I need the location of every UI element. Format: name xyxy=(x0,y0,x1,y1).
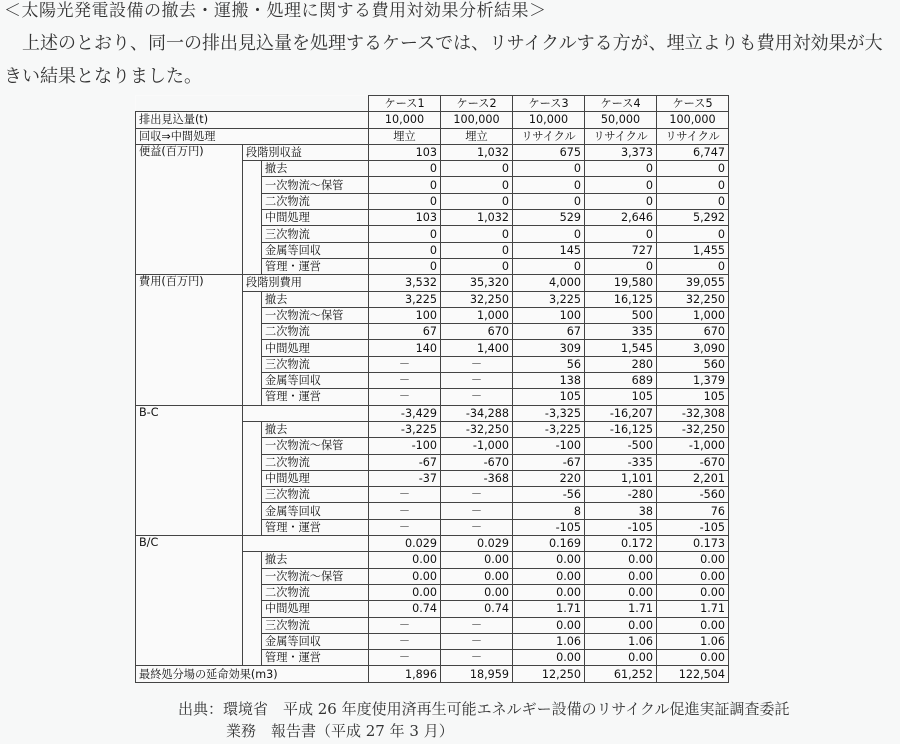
cell-value: -34,288 xyxy=(441,405,513,421)
cell-value: 105 xyxy=(513,389,585,405)
intro-text: 上述のとおり、同一の排出見込量を処理するケースでは、リサイクルする方が、埋立よりも費用対効果が大きい結果となりました。 xyxy=(4,33,883,87)
table-row xyxy=(136,536,729,552)
indent-cell xyxy=(243,552,262,666)
indent-cell xyxy=(243,161,262,275)
row-label: 撤去 xyxy=(262,291,369,307)
cell-value: 1.06 xyxy=(513,633,585,649)
cell-value: 0.00 xyxy=(369,584,441,600)
cell-value: 100,000 xyxy=(441,112,513,128)
table-row xyxy=(136,96,729,112)
cell-value: 103 xyxy=(369,210,441,226)
cell-value: － xyxy=(441,356,513,372)
cell-value: -105 xyxy=(513,519,585,535)
cell-value: 0.00 xyxy=(585,617,657,633)
cell-value: 0.172 xyxy=(585,536,657,552)
section-label-benefit: 便益(百万円) xyxy=(136,144,243,274)
cell-value: 0 xyxy=(441,177,513,193)
cell-value: -37 xyxy=(369,470,441,486)
cell-value: 67 xyxy=(513,324,585,340)
cell-value: 145 xyxy=(513,242,585,258)
cell-value: -105 xyxy=(585,519,657,535)
cell-value: － xyxy=(369,487,441,503)
cell-value: 0.74 xyxy=(369,601,441,617)
cell-value: － xyxy=(369,356,441,372)
row-label: 中間処理 xyxy=(262,210,369,226)
row-label: 撤去 xyxy=(262,552,369,568)
cell-value: 1,400 xyxy=(441,340,513,356)
cell-value: 1,000 xyxy=(441,307,513,323)
section-label-bc_ratio: B/C xyxy=(136,536,243,666)
cell-value: 0.00 xyxy=(441,552,513,568)
row-label-total xyxy=(243,536,369,552)
cell-value: 0 xyxy=(441,226,513,242)
cell-value: 309 xyxy=(513,340,585,356)
cell-value: 35,320 xyxy=(441,275,513,291)
cell-value: 0 xyxy=(513,177,585,193)
cell-value: 220 xyxy=(513,470,585,486)
cell-value: 0.169 xyxy=(513,536,585,552)
section-label-cost: 費用(百万円) xyxy=(136,275,243,405)
cell-value: -16,207 xyxy=(585,405,657,421)
cell-value: 560 xyxy=(657,356,729,372)
cell-value: -67 xyxy=(369,454,441,470)
cell-value: 0.00 xyxy=(585,568,657,584)
cell-value: 32,250 xyxy=(441,291,513,307)
cell-value: 10,000 xyxy=(513,112,585,128)
table-row xyxy=(136,128,729,144)
cell-value: 0 xyxy=(585,193,657,209)
cell-value: 0.00 xyxy=(513,584,585,600)
intro-paragraph xyxy=(4,27,884,93)
cost-benefit-table xyxy=(135,95,729,683)
table-row xyxy=(136,405,729,421)
cell-value: 16,125 xyxy=(585,291,657,307)
table-row xyxy=(136,144,729,160)
cell-value: 1,545 xyxy=(585,340,657,356)
cell-value: 3,373 xyxy=(585,144,657,160)
cell-value: 10,000 xyxy=(369,112,441,128)
cell-value: 0 xyxy=(657,193,729,209)
cell-value: － xyxy=(441,519,513,535)
cell-value: － xyxy=(369,650,441,666)
cell-value: 529 xyxy=(513,210,585,226)
cell-value: 0.00 xyxy=(441,584,513,600)
cell-value: リサイクル xyxy=(585,128,657,144)
section-label-bc_diff: B-C xyxy=(136,405,243,535)
cell-value: － xyxy=(441,650,513,666)
case-header: ケース3 xyxy=(513,96,585,112)
cell-value: 39,055 xyxy=(657,275,729,291)
cell-value: -100 xyxy=(513,438,585,454)
cell-value: 0.00 xyxy=(441,568,513,584)
cell-value: 67 xyxy=(369,324,441,340)
cell-value: 103 xyxy=(369,144,441,160)
cell-value: 0 xyxy=(657,226,729,242)
cell-value: -32,250 xyxy=(441,421,513,437)
cell-value: 19,580 xyxy=(585,275,657,291)
cell-value: 1,896 xyxy=(369,666,441,682)
row-label: 管理・運営 xyxy=(262,650,369,666)
page-heading: ＜太陽光発電設備の撤去・運搬・処理に関する費用対効果分析結果＞ xyxy=(4,1,547,21)
cell-value: 280 xyxy=(585,356,657,372)
cell-value: － xyxy=(369,389,441,405)
cell-value: -67 xyxy=(513,454,585,470)
row-label: 三次物流 xyxy=(262,356,369,372)
cell-value: 0 xyxy=(369,177,441,193)
case-header: ケース2 xyxy=(441,96,513,112)
row-label: 金属等回収 xyxy=(262,373,369,389)
cell-value: 0.00 xyxy=(369,568,441,584)
cell-value: 670 xyxy=(657,324,729,340)
table-row xyxy=(136,112,729,128)
cell-value: 0.00 xyxy=(657,617,729,633)
cell-value: 0 xyxy=(369,226,441,242)
cell-value: 12,250 xyxy=(513,666,585,682)
cell-value: -670 xyxy=(657,454,729,470)
cell-value: 0.00 xyxy=(369,552,441,568)
row-label: 一次物流～保管 xyxy=(262,438,369,454)
cell-value: 56 xyxy=(513,356,585,372)
cell-value: 0 xyxy=(657,258,729,274)
cell-value: 0 xyxy=(513,161,585,177)
cell-value: 0.00 xyxy=(657,650,729,666)
row-label: 一次物流～保管 xyxy=(262,568,369,584)
cell-value: 6,747 xyxy=(657,144,729,160)
cell-value: － xyxy=(441,373,513,389)
cell-value: － xyxy=(369,633,441,649)
cell-value: 1.71 xyxy=(585,601,657,617)
row-label: 金属等回収 xyxy=(262,242,369,258)
cell-value: 2,646 xyxy=(585,210,657,226)
cell-value: -32,308 xyxy=(657,405,729,421)
cell-value: -32,250 xyxy=(657,421,729,437)
cell-value: 0 xyxy=(585,226,657,242)
cell-value: 0.00 xyxy=(513,617,585,633)
cell-value: － xyxy=(441,617,513,633)
cell-value: 0 xyxy=(657,161,729,177)
cell-value: 0.00 xyxy=(657,568,729,584)
case-header: ケース4 xyxy=(585,96,657,112)
cell-value: 1,032 xyxy=(441,210,513,226)
cell-value: -3,325 xyxy=(513,405,585,421)
cell-value: 3,225 xyxy=(513,291,585,307)
cell-value: 122,504 xyxy=(657,666,729,682)
row-label-landfill: 最終処分場の延命効果(m3) xyxy=(136,666,369,682)
row-label: 撤去 xyxy=(262,161,369,177)
cell-value: -560 xyxy=(657,487,729,503)
source-line-2: 業務 報告書（平成 27 年 3 月） xyxy=(226,722,454,740)
cell-value: 8 xyxy=(513,503,585,519)
cell-value: -280 xyxy=(585,487,657,503)
cell-value: -1,000 xyxy=(657,438,729,454)
cell-value: 0.00 xyxy=(657,552,729,568)
cell-value: 500 xyxy=(585,307,657,323)
cell-value: -3,225 xyxy=(369,421,441,437)
cell-value: -670 xyxy=(441,454,513,470)
cell-value: 1,032 xyxy=(441,144,513,160)
cell-value: 335 xyxy=(585,324,657,340)
cell-value: 1.71 xyxy=(657,601,729,617)
row-label: 金属等回収 xyxy=(262,503,369,519)
row-label: 二次物流 xyxy=(262,584,369,600)
cell-value: 0 xyxy=(585,258,657,274)
cell-value: 0.029 xyxy=(369,536,441,552)
cell-value: － xyxy=(369,519,441,535)
cell-value: 1.06 xyxy=(657,633,729,649)
cell-value: 0.00 xyxy=(513,568,585,584)
row-label-processing: 回収⇒中間処理 xyxy=(136,128,369,144)
cell-value: 0 xyxy=(585,161,657,177)
row-label-emission: 排出見込量(t) xyxy=(136,112,369,128)
cell-value: 50,000 xyxy=(585,112,657,128)
cell-value: 3,225 xyxy=(369,291,441,307)
row-label: 中間処理 xyxy=(262,470,369,486)
cell-value: － xyxy=(441,487,513,503)
row-label: 二次物流 xyxy=(262,193,369,209)
case-header: ケース1 xyxy=(369,96,441,112)
indent-cell xyxy=(243,421,262,535)
cell-value: -3,429 xyxy=(369,405,441,421)
cell-value: 32,250 xyxy=(657,291,729,307)
table-row xyxy=(136,275,729,291)
cell-value: 4,000 xyxy=(513,275,585,291)
cell-value: 1,101 xyxy=(585,470,657,486)
cell-value: 0 xyxy=(513,193,585,209)
row-label: 一次物流～保管 xyxy=(262,307,369,323)
cell-value: 2,201 xyxy=(657,470,729,486)
row-label: 三次物流 xyxy=(262,487,369,503)
cell-value: -105 xyxy=(657,519,729,535)
row-label: 管理・運営 xyxy=(262,258,369,274)
header-blank xyxy=(136,96,369,112)
cell-value: 0.00 xyxy=(657,584,729,600)
cell-value: リサイクル xyxy=(657,128,729,144)
cell-value: 3,090 xyxy=(657,340,729,356)
indent-cell xyxy=(243,291,262,405)
row-label: 管理・運営 xyxy=(262,519,369,535)
cell-value: 38 xyxy=(585,503,657,519)
cell-value: 0.00 xyxy=(513,552,585,568)
cell-value: 1.06 xyxy=(585,633,657,649)
cell-value: -56 xyxy=(513,487,585,503)
cell-value: － xyxy=(369,503,441,519)
cell-value: 0.00 xyxy=(585,650,657,666)
cell-value: 670 xyxy=(441,324,513,340)
cell-value: -500 xyxy=(585,438,657,454)
cell-value: 105 xyxy=(585,389,657,405)
cell-value: 100 xyxy=(513,307,585,323)
row-label-total: 段階別収益 xyxy=(243,144,369,160)
cell-value: 0 xyxy=(657,177,729,193)
cell-value: 1,455 xyxy=(657,242,729,258)
cell-value: 0 xyxy=(441,242,513,258)
row-label: 中間処理 xyxy=(262,340,369,356)
cell-value: 埋立 xyxy=(441,128,513,144)
cell-value: -100 xyxy=(369,438,441,454)
cell-value: 689 xyxy=(585,373,657,389)
case-header: ケース5 xyxy=(657,96,729,112)
cell-value: 18,959 xyxy=(441,666,513,682)
cell-value: 0.173 xyxy=(657,536,729,552)
cell-value: 5,292 xyxy=(657,210,729,226)
cell-value: － xyxy=(369,617,441,633)
row-label: 三次物流 xyxy=(262,226,369,242)
cell-value: 0.00 xyxy=(513,650,585,666)
cell-value: 0 xyxy=(441,258,513,274)
cell-value: 0.029 xyxy=(441,536,513,552)
cell-value: -1,000 xyxy=(441,438,513,454)
cell-value: 0 xyxy=(441,161,513,177)
cell-value: リサイクル xyxy=(513,128,585,144)
cell-value: 138 xyxy=(513,373,585,389)
row-label: 二次物流 xyxy=(262,324,369,340)
cell-value: -368 xyxy=(441,470,513,486)
row-label: 一次物流～保管 xyxy=(262,177,369,193)
cell-value: 0.00 xyxy=(585,552,657,568)
table-row xyxy=(136,666,729,682)
cell-value: 727 xyxy=(585,242,657,258)
row-label: 管理・運営 xyxy=(262,389,369,405)
cell-value: 0 xyxy=(369,258,441,274)
row-label-total: 段階別費用 xyxy=(243,275,369,291)
cell-value: 0 xyxy=(369,161,441,177)
cell-value: -335 xyxy=(585,454,657,470)
cell-value: 埋立 xyxy=(369,128,441,144)
source-citation xyxy=(178,698,790,742)
cell-value: － xyxy=(441,389,513,405)
cell-value: 100 xyxy=(369,307,441,323)
cell-value: 3,532 xyxy=(369,275,441,291)
cell-value: 0 xyxy=(513,258,585,274)
cell-value: 0 xyxy=(513,226,585,242)
cell-value: 1,000 xyxy=(657,307,729,323)
cell-value: 100,000 xyxy=(657,112,729,128)
cell-value: -16,125 xyxy=(585,421,657,437)
cell-value: 1,379 xyxy=(657,373,729,389)
cell-value: 675 xyxy=(513,144,585,160)
cell-value: 0 xyxy=(585,177,657,193)
row-label-total xyxy=(243,405,369,421)
cell-value: 0.74 xyxy=(441,601,513,617)
row-label: 三次物流 xyxy=(262,617,369,633)
cell-value: 0 xyxy=(369,242,441,258)
source-line-1: 出典：環境省 平成 26 年度使用済再生可能エネルギー設備のリサイクル促進実証調査委託 xyxy=(178,700,790,718)
cell-value: 0.00 xyxy=(585,584,657,600)
cell-value: － xyxy=(441,633,513,649)
cell-value: 61,252 xyxy=(585,666,657,682)
cell-value: 0 xyxy=(369,193,441,209)
row-label: 金属等回収 xyxy=(262,633,369,649)
row-label: 中間処理 xyxy=(262,601,369,617)
cell-value: － xyxy=(369,373,441,389)
row-label: 撤去 xyxy=(262,421,369,437)
cell-value: 0 xyxy=(441,193,513,209)
row-label: 二次物流 xyxy=(262,454,369,470)
cell-value: -3,225 xyxy=(513,421,585,437)
cell-value: － xyxy=(441,503,513,519)
cell-value: 140 xyxy=(369,340,441,356)
cell-value: 1.71 xyxy=(513,601,585,617)
cell-value: 105 xyxy=(657,389,729,405)
cell-value: 76 xyxy=(657,503,729,519)
